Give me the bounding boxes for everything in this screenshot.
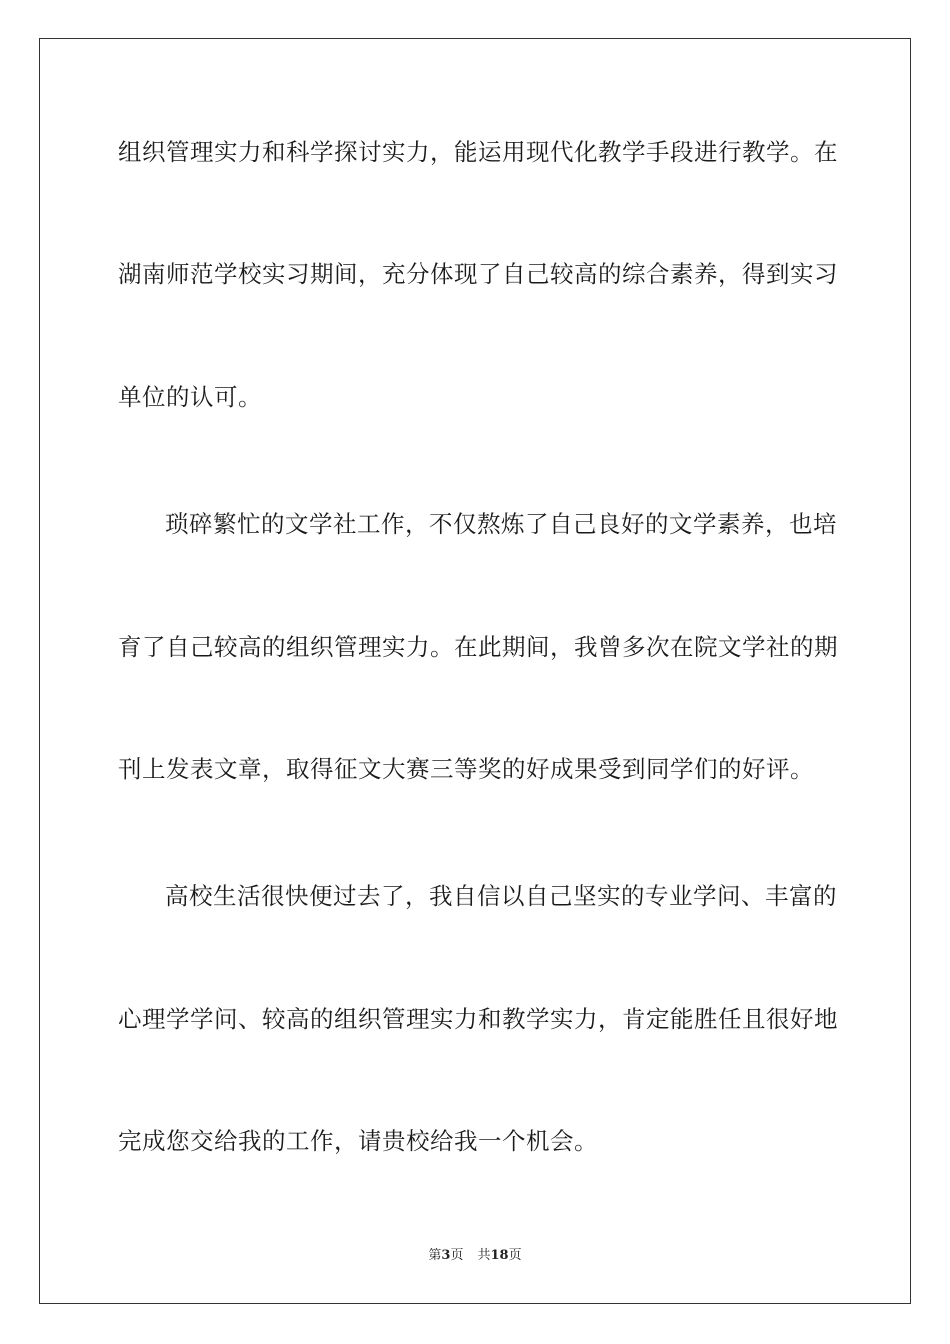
page-suffix: 页: [450, 1248, 464, 1263]
body-text-line: 湖南师范学校实习期间，充分体现了自己较高的综合素养，得到实习: [118, 260, 838, 288]
paragraph-first-line: 高校生活很快便过去了，我自信以自己坚实的专业学问、丰富的: [165, 882, 837, 910]
body-text-line: 完成您交给我的工作，请贵校给我一个机会。: [118, 1127, 598, 1155]
page-prefix: 第: [428, 1248, 442, 1263]
total-suffix: 页: [508, 1248, 522, 1263]
body-text-line: 组织管理实力和科学探讨实力，能运用现代化教学手段进行教学。在: [118, 138, 838, 166]
page-footer: [0, 1248, 950, 1264]
page-border: [39, 38, 911, 1304]
body-text-line: 育了自己较高的组织管理实力。在此期间，我曾多次在院文学社的期: [118, 633, 838, 661]
total-prefix: 共: [477, 1248, 491, 1263]
body-text-line: 刊上发表文章，取得征文大赛三等奖的好成果受到同学们的好评。: [118, 755, 814, 783]
body-text-line: 单位的认可。: [118, 383, 262, 411]
body-text-line: 心理学学问、较高的组织管理实力和教学实力，肯定能胜任且很好地: [118, 1005, 838, 1033]
page-number: 3: [441, 1248, 451, 1263]
paragraph-first-line: 琐碎繁忙的文学社工作，不仅熬炼了自己良好的文学素养，也培: [165, 510, 837, 538]
total-pages: 18: [490, 1248, 509, 1263]
